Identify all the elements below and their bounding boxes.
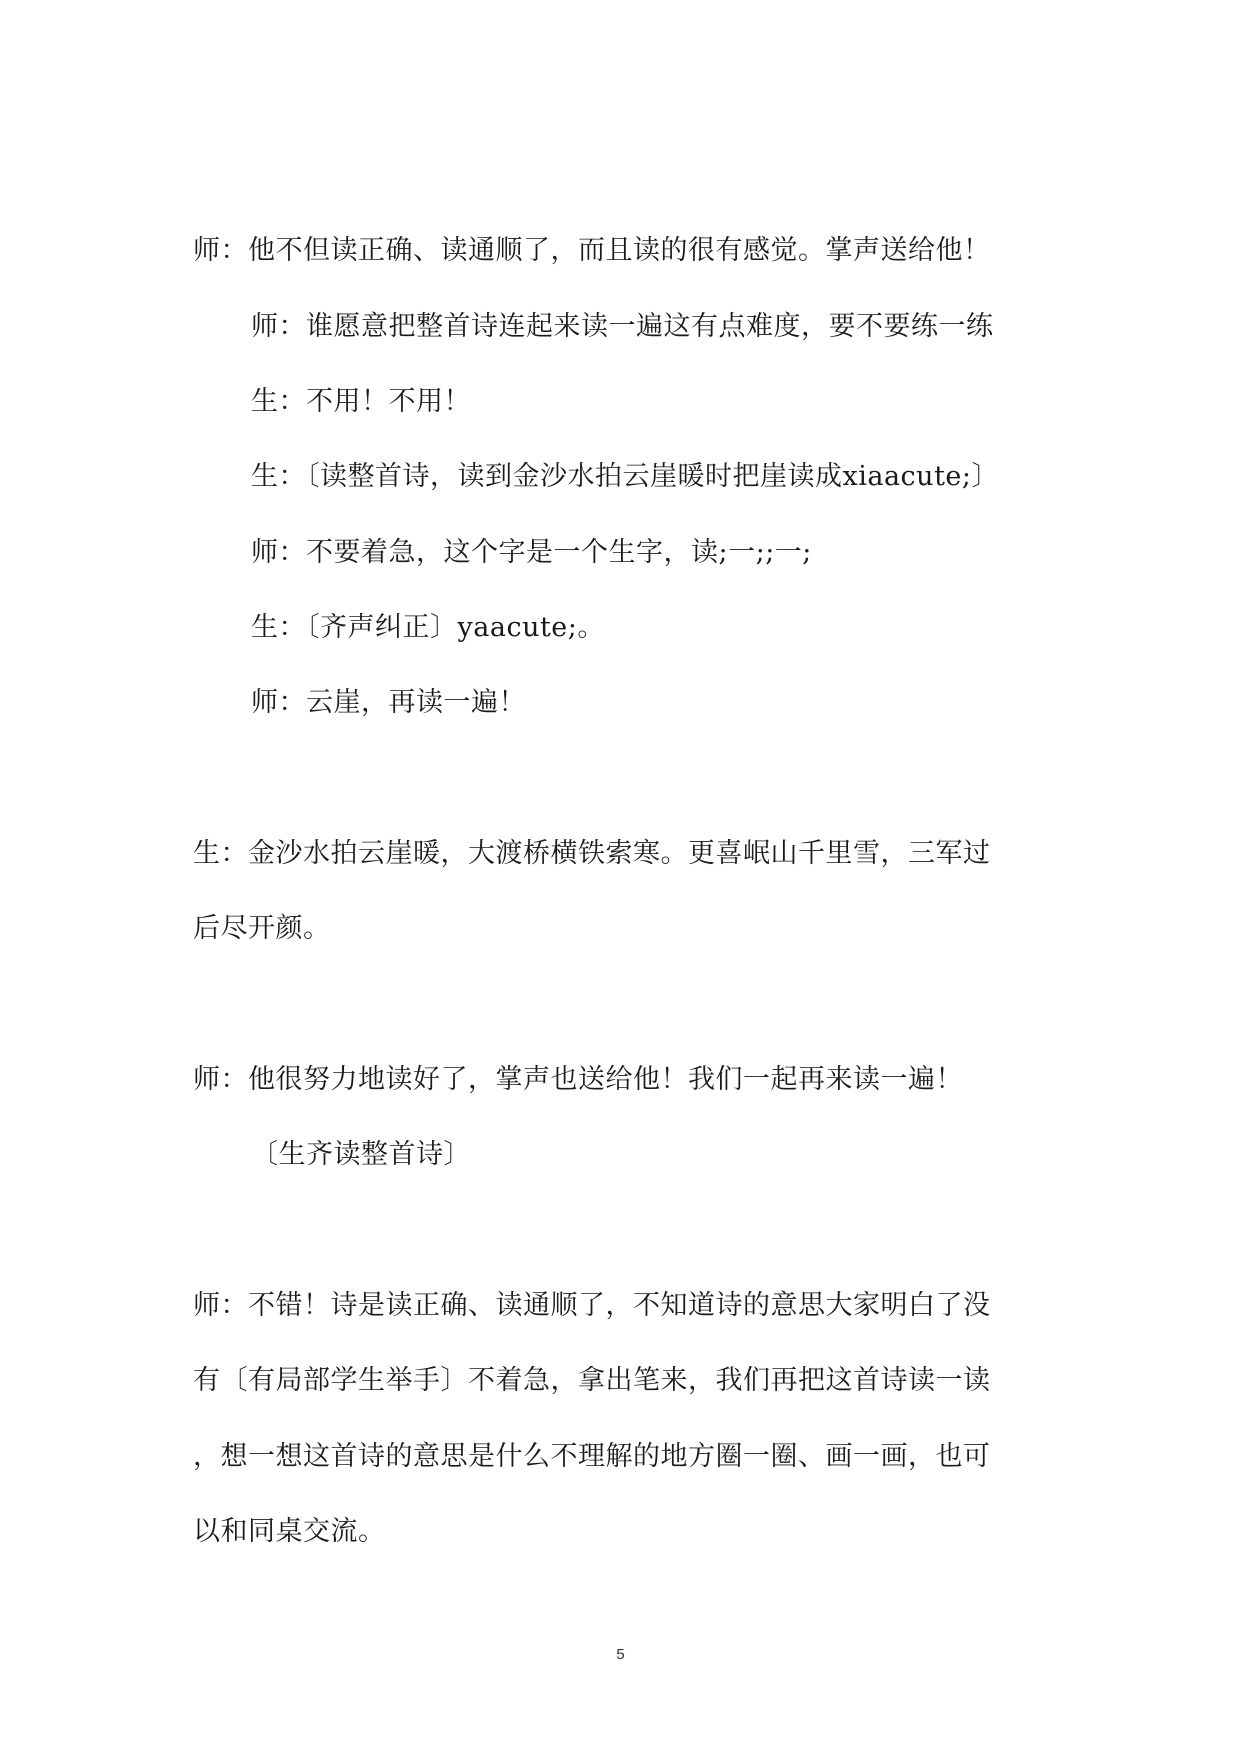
paragraph-line: 师：他不但读正确、读通顺了，而且读的很有感觉。掌声送给他！ (193, 235, 991, 266)
paragraph-line: 师：云崖，再读一遍！ (251, 687, 526, 718)
paragraph-line: 有〔有局部学生举手〕不着急，拿出笔来，我们再把这首诗读一读 (193, 1365, 991, 1396)
paragraph-line: 师：不要着急，这个字是一个生字，读;一;;一; (251, 537, 812, 568)
page-number: 5 (616, 1646, 625, 1663)
paragraph-line: ，想一想这首诗的意思是什么不理解的地方圈一圈、画一画，也可 (193, 1441, 991, 1472)
paragraph-line: 后尽开颜。 (193, 913, 331, 944)
paragraph-line: 师：他很努力地读好了，掌声也送给他！我们一起再来读一遍！ (193, 1064, 963, 1095)
paragraph-line: 师：谁愿意把整首诗连起来读一遍这有点难度，要不要练一练 (251, 311, 994, 342)
paragraph-line: 生：〔读整首诗，读到金沙水拍云崖暖时把崖读成xiaacute;〕 (251, 461, 999, 492)
paragraph-line: 师：不错！诗是读正确、读通顺了，不知道诗的意思大家明白了没 (193, 1290, 991, 1321)
paragraph-line: 生：金沙水拍云崖暖，大渡桥横铁索寒。更喜岷山千里雪，三军过 (193, 838, 991, 869)
paragraph-line: 生：不用！不用！ (251, 386, 471, 417)
paragraph-line: 生：〔齐声纠正〕yaacute;。 (251, 612, 605, 643)
paragraph-line: 以和同桌交流。 (193, 1516, 386, 1547)
paragraph-line: 〔生齐读整首诗〕 (251, 1139, 471, 1170)
